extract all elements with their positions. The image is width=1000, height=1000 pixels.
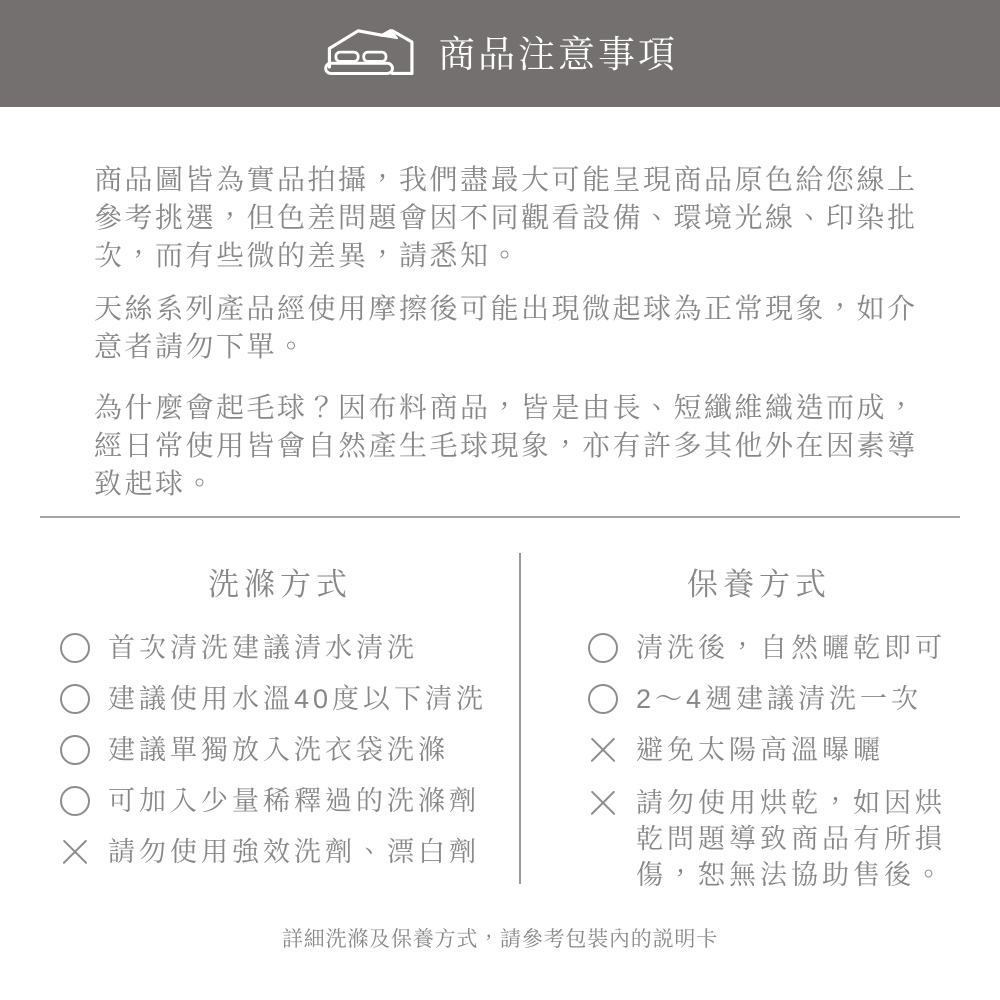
circle-icon <box>60 633 90 663</box>
cross-icon <box>588 788 618 818</box>
list-item <box>60 734 518 766</box>
cross-icon <box>588 735 618 765</box>
list-item-label: 請勿使用烘乾，如因烘乾問題導致商品有所損傷，恕無法協助售後。 <box>636 788 946 890</box>
list-item-label: 避免太陽高溫曝曬 <box>636 735 884 765</box>
list-item-label: 請勿使用強效洗劑、漂白劑 <box>108 837 480 867</box>
cross-icon <box>60 837 90 867</box>
page-title: 商品注意事項 <box>438 34 678 75</box>
list-item-label: 建議使用水溫40度以下清洗 <box>108 684 488 714</box>
list-item <box>60 836 518 868</box>
footer-note: 詳細洗滌及保養方式，請參考包裝內的説明卡 <box>282 928 718 951</box>
circle-icon <box>60 684 90 714</box>
care-list <box>588 632 988 912</box>
list-item-label: 清洗後，自然曬乾即可 <box>636 633 946 663</box>
list-item <box>588 632 988 664</box>
circle-icon <box>60 786 90 816</box>
list-item <box>588 785 988 893</box>
list-item <box>588 734 988 766</box>
washing-section-title: 洗滌方式 <box>208 567 352 602</box>
list-item-label: 首次清洗建議清水清洗 <box>108 633 418 663</box>
section-divider <box>40 516 960 518</box>
circle-icon <box>60 735 90 765</box>
washing-list <box>60 632 518 887</box>
list-item <box>60 632 518 664</box>
notice-paragraph-color: 商品圖皆為實品拍攝，我們盡最大可能呈現商品原色給您線上參考挑選，但色差問題會因不同觀看設備、環境光線、印染批次，而有些微的差異，請悉知。 <box>94 164 918 271</box>
circle-icon <box>588 684 618 714</box>
list-item-label: 可加入少量稀釋過的洗滌劑 <box>108 786 480 816</box>
care-section-title: 保養方式 <box>687 567 831 602</box>
list-item <box>60 683 518 715</box>
header-bar <box>0 0 1000 107</box>
notice-paragraph-tencel: 天絲系列產品經使用摩擦後可能出現微起球為正常現象，如介意者請勿下單。 <box>94 293 918 362</box>
list-item-label: 建議單獨放入洗衣袋洗滌 <box>108 735 449 765</box>
bed-icon <box>322 26 424 82</box>
list-item-label: 2～4週建議清洗一次 <box>636 684 923 714</box>
list-item <box>588 683 988 715</box>
list-item <box>60 785 518 817</box>
notice-paragraph-pilling: 為什麼會起毛球？因布料商品，皆是由長、短纖維織造而成，經日常使用皆會自然產生毛球現象，亦有許多其他外在因素導致起球。 <box>94 392 918 499</box>
circle-icon <box>588 633 618 663</box>
